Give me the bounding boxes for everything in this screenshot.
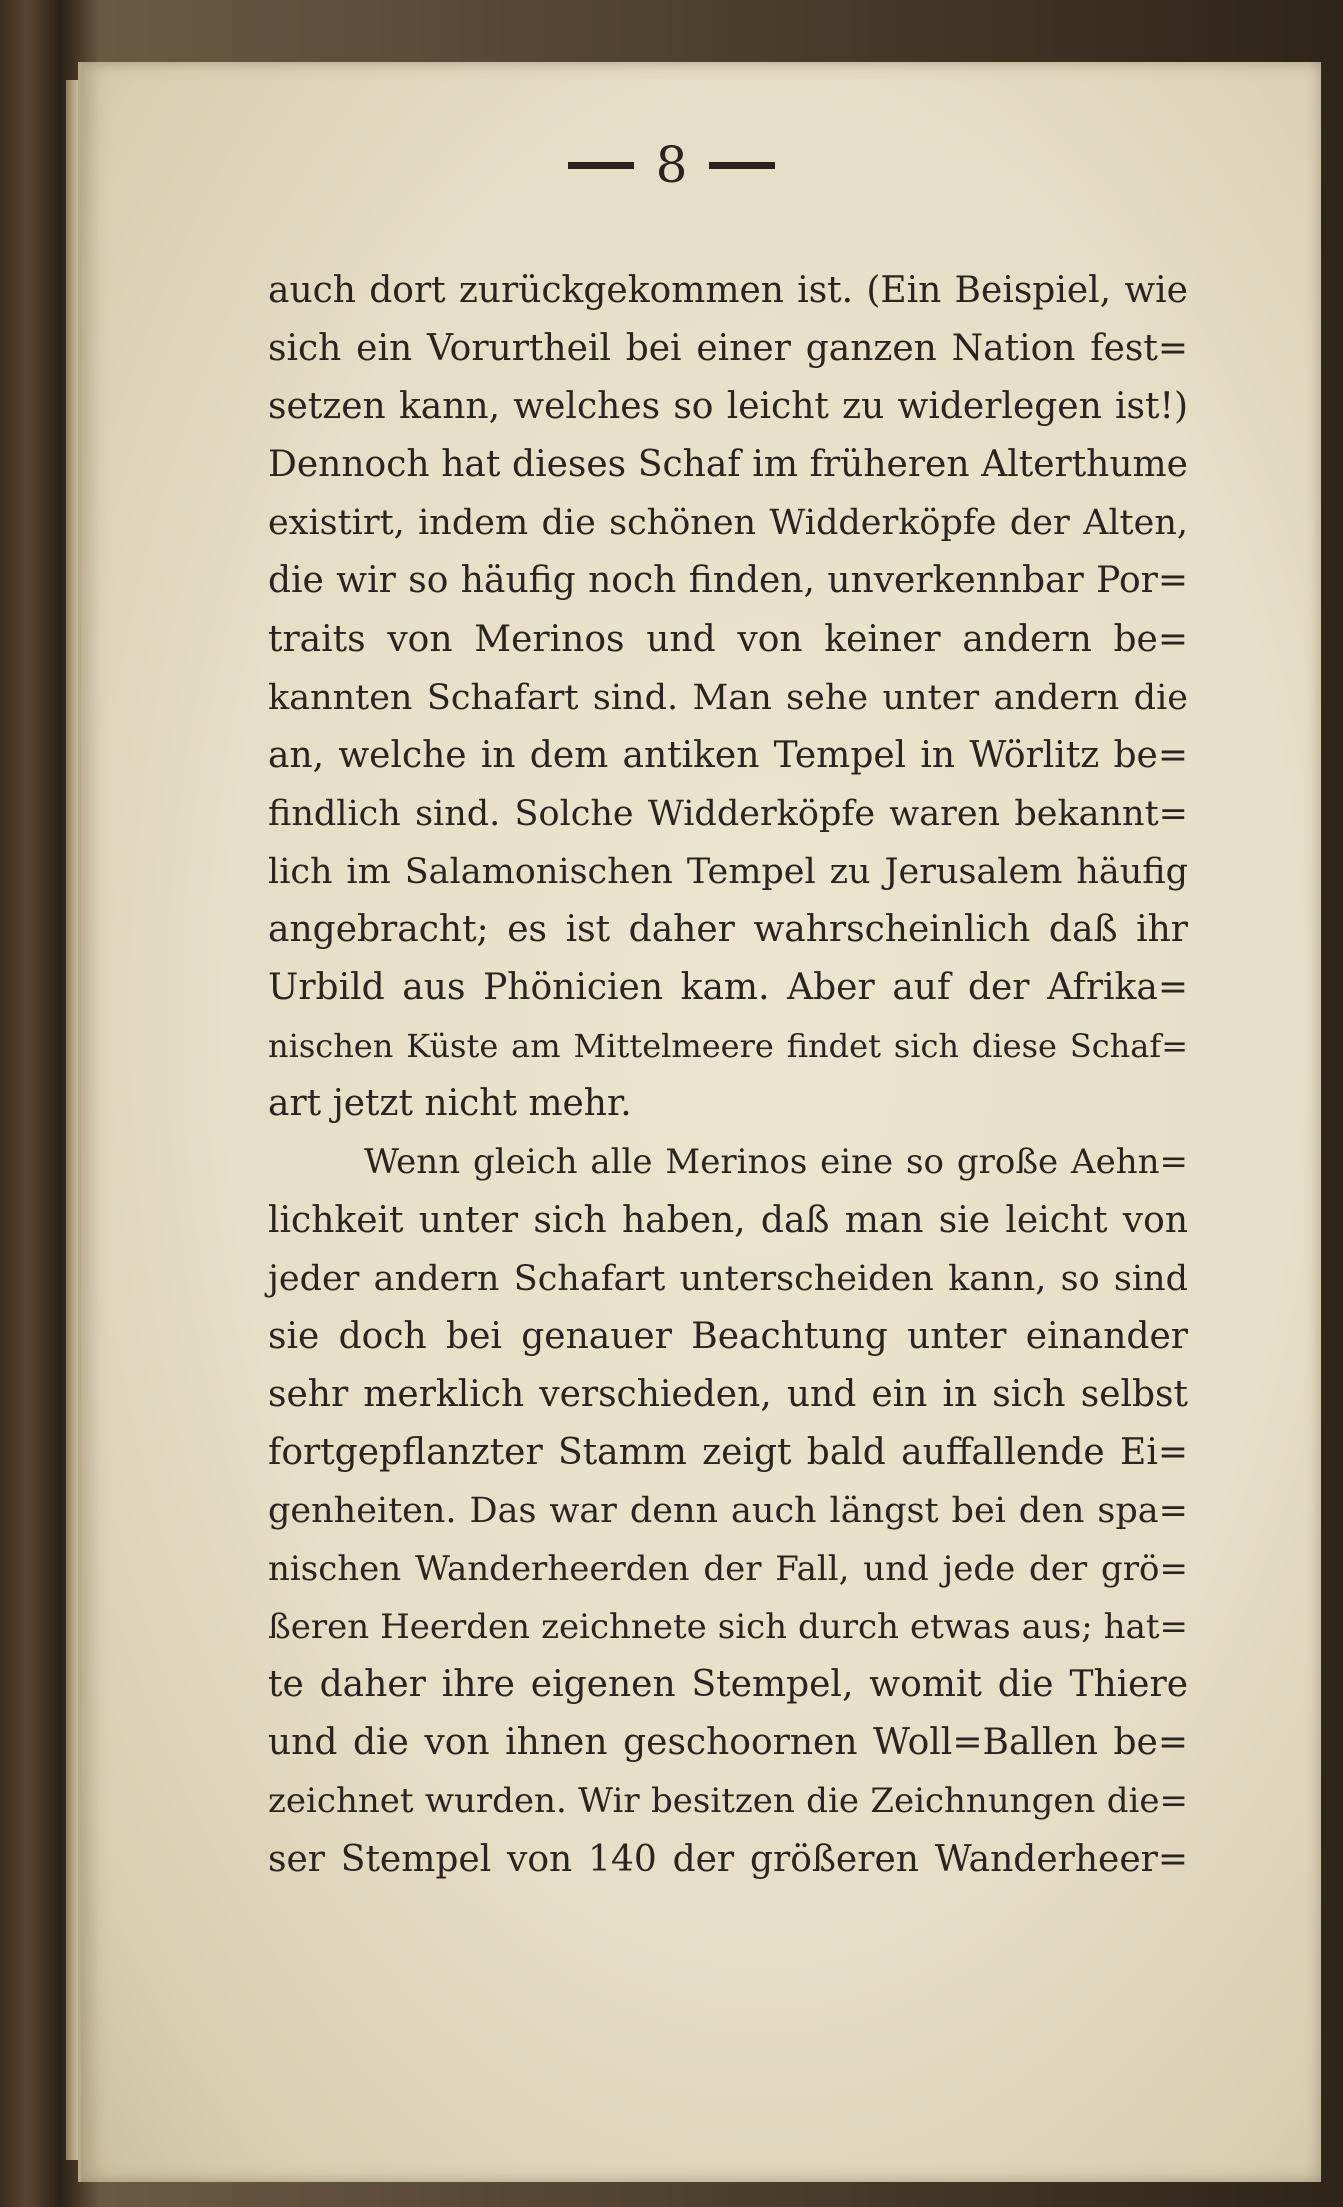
text-line: Dennoch hat dieses Schaf im früheren Alterthume: [268, 444, 1188, 486]
text-line: genheiten. Das war denn auch längst bei den spa=: [268, 1490, 1188, 1531]
text-line: sehr merklich verschieden, und ein in sich selbst: [268, 1373, 1188, 1415]
page-header: [0, 125, 1343, 205]
text-line: traits von Merinos und von keiner andern be=: [268, 618, 1188, 660]
text-line: te daher ihre eigenen Stempel, womit die Thiere: [268, 1664, 1188, 1706]
text-line: an, welche in dem antiken Tempel in Wörlitz be=: [268, 734, 1188, 776]
text-line: ßeren Heerden zeichnete sich durch etwas aus; hat=: [268, 1607, 1188, 1648]
text-line: existirt, indem die schönen Widderköpfe der Alten,: [268, 503, 1188, 544]
header-dash-right: [709, 162, 775, 169]
page-number: 8: [655, 136, 688, 194]
text-line: art jetzt nicht mehr.: [268, 1083, 632, 1125]
header-dash-left: [568, 162, 634, 169]
text-line: ser Stempel von 140 der größeren Wanderheer=: [268, 1838, 1188, 1880]
body-text: [268, 262, 1188, 1889]
text-line: fortgepflanzter Stamm zeigt bald auffallende Ei=: [268, 1431, 1188, 1473]
text-line: setzen kann, welches so leicht zu widerlegen ist!): [268, 386, 1188, 428]
text-line: Urbild aus Phönicien kam. Aber auf der Afrika=: [268, 967, 1188, 1009]
text-line: lichkeit unter sich haben, daß man sie leicht von: [268, 1199, 1188, 1241]
text-line: und die von ihnen geschoornen Woll=Ballen be=: [268, 1722, 1188, 1764]
text-line: kannten Schafart sind. Man sehe unter andern die: [268, 677, 1188, 718]
text-line: sie doch bei genauer Beachtung unter einander: [268, 1315, 1188, 1357]
text-line: die wir so häufig noch finden, unverkennbar Por=: [268, 560, 1188, 602]
text-line: nischen Küste am Mittelmeere findet sich diese Schaf=: [268, 1027, 1188, 1066]
text-line: auch dort zurückgekommen ist. (Ein Beispiel, wie: [268, 270, 1188, 311]
text-line: findlich sind. Solche Widderköpfe waren bekannt=: [268, 793, 1188, 834]
text-line: zeichnet wurden. Wir besitzen die Zeichnungen die=: [268, 1781, 1188, 1822]
text-line: Wenn gleich alle Merinos eine so große Aehn=: [364, 1142, 1188, 1183]
text-line: sich ein Vorurtheil bei einer ganzen Nation fest=: [268, 328, 1188, 370]
text-line: lich im Salamonischen Tempel zu Jerusalem häufig: [268, 851, 1188, 892]
text-line: angebracht; es ist daher wahrscheinlich daß ihr: [268, 909, 1188, 951]
text-line: jeder andern Schafart unterscheiden kann, so sind: [268, 1258, 1188, 1299]
text-line: nischen Wanderheerden der Fall, und jede der grö=: [268, 1549, 1188, 1590]
page-edge: [66, 80, 78, 2160]
